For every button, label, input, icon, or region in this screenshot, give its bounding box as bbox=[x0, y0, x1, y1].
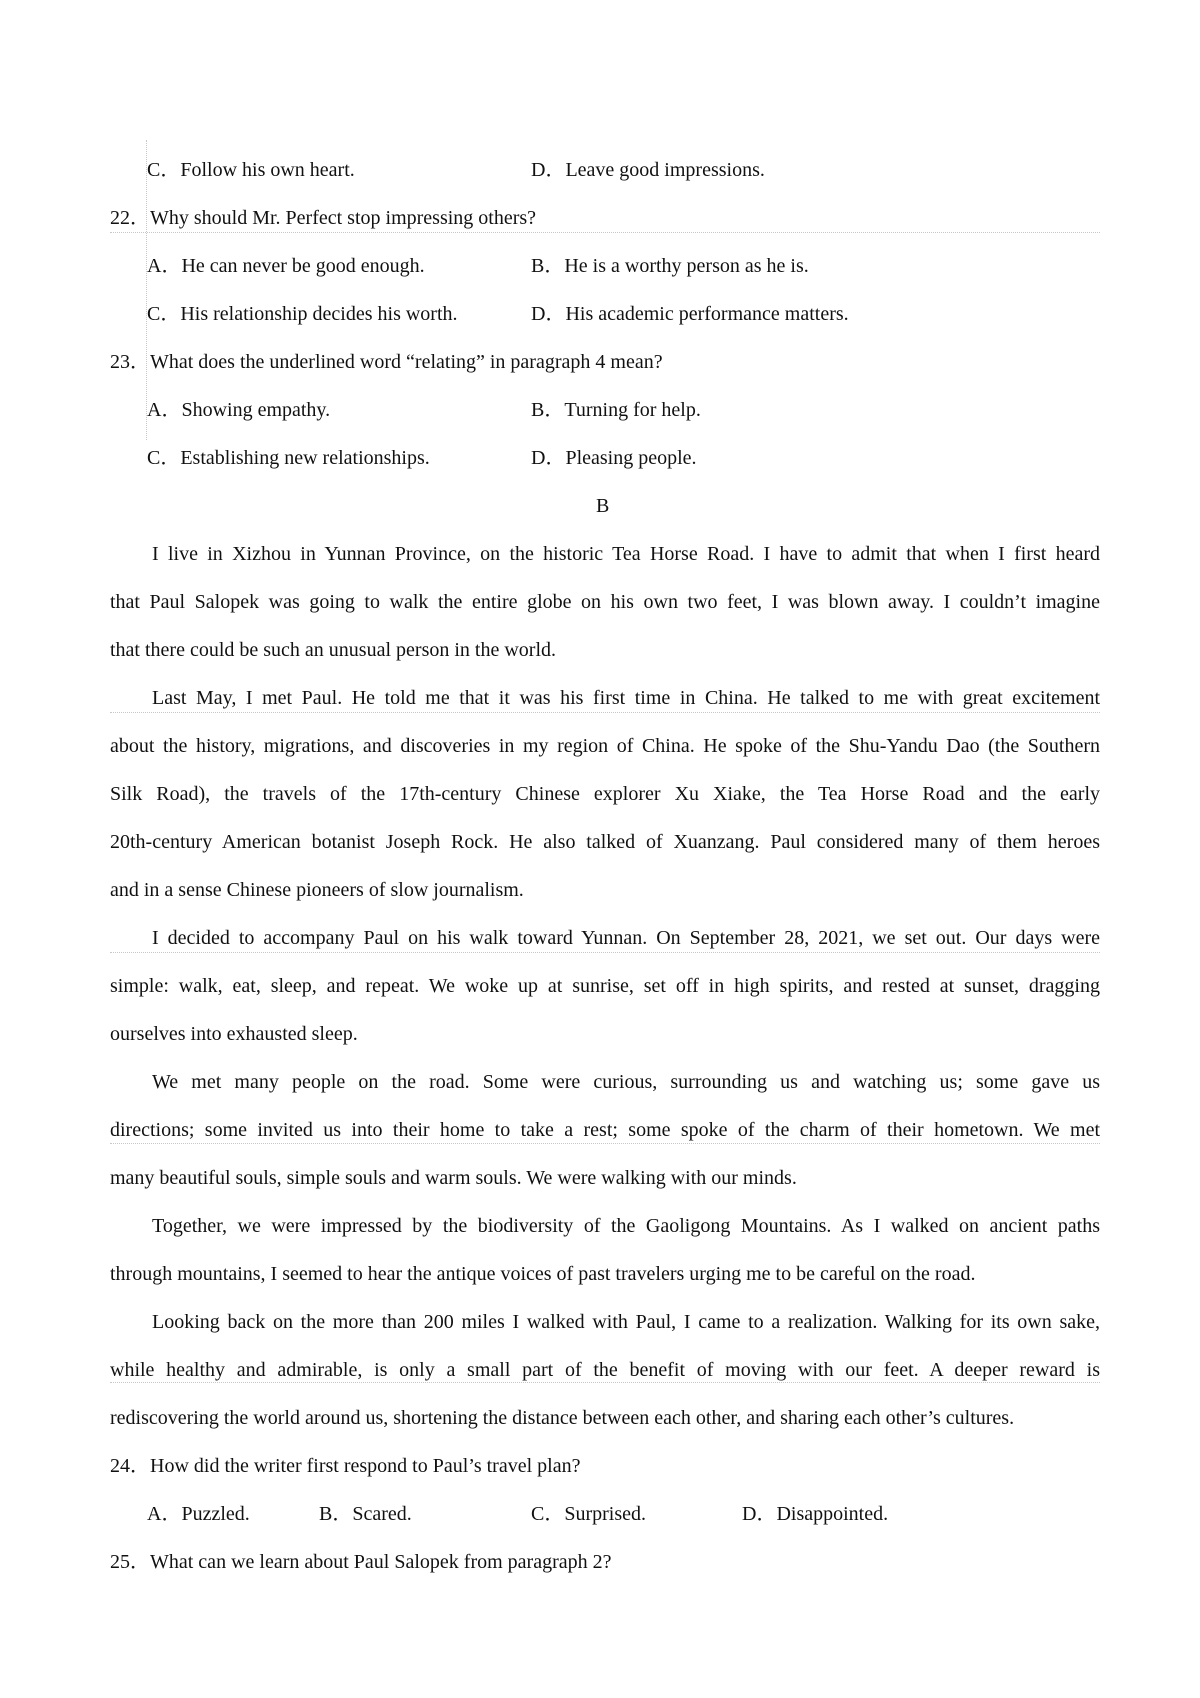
q23-stem: 23．What does the underlined word “relating” in paragraph 4 mean? bbox=[110, 351, 663, 373]
q22-stem: 22．Why should Mr. Perfect stop impressing others? bbox=[110, 207, 537, 229]
section-heading: B bbox=[596, 495, 610, 517]
paragraph-2-line-1: Last May, I met Paul. He told me that it was his first time in China. He talked to me with great excitement bbox=[152, 687, 1100, 709]
rule-guide bbox=[110, 712, 1100, 713]
rule-guide bbox=[110, 232, 1100, 233]
paragraph-2-line-4: 20th-century American botanist Joseph Rock. He also talked of Xuanzang. Paul considered many of them heroes bbox=[110, 831, 1100, 853]
paragraph-3-line-1: I decided to accompany Paul on his walk toward Yunnan. On September 28, 2021, we set out. Our days were bbox=[152, 927, 1100, 949]
paragraph-6-line-2: while healthy and admirable, is only a small part of the benefit of moving with our feet. A deeper reward is bbox=[110, 1359, 1100, 1381]
q24-stem: 24．How did the writer first respond to Paul’s travel plan? bbox=[110, 1455, 581, 1477]
paragraph-5-line-2: through mountains, I seemed to hear the antique voices of past travelers urging me to be careful on the road. bbox=[110, 1263, 976, 1285]
q23-option-c: C．Establishing new relationships. bbox=[147, 447, 430, 469]
q23-option-b: B．Turning for help. bbox=[531, 399, 701, 421]
q22-option-b: B．He is a worthy person as he is. bbox=[531, 255, 809, 277]
paragraph-1-line-3: that there could be such an unusual person in the world. bbox=[110, 639, 556, 661]
paragraph-5-line-1: Together, we were impressed by the biodiversity of the Gaoligong Mountains. As I walked on ancient paths bbox=[152, 1215, 1100, 1237]
q24-option-c: C．Surprised. bbox=[531, 1503, 646, 1525]
q23-option-d: D．Pleasing people. bbox=[531, 447, 697, 469]
rule-guide bbox=[110, 1382, 1100, 1383]
q22-option-d: D．His academic performance matters. bbox=[531, 303, 849, 325]
paragraph-2-line-5: and in a sense Chinese pioneers of slow journalism. bbox=[110, 879, 524, 901]
paragraph-6-line-1: Looking back on the more than 200 miles I walked with Paul, I came to a realization. Walking for its own sake, bbox=[152, 1311, 1100, 1333]
paragraph-4-line-3: many beautiful souls, simple souls and warm souls. We were walking with our minds. bbox=[110, 1167, 797, 1189]
rule-guide bbox=[110, 952, 1100, 953]
paragraph-2-line-3: Silk Road), the travels of the 17th-century Chinese explorer Xu Xiake, the Tea Horse Road and the early bbox=[110, 783, 1100, 805]
q24-option-a: A．Puzzled. bbox=[147, 1503, 250, 1525]
q25-stem: 25．What can we learn about Paul Salopek from paragraph 2? bbox=[110, 1551, 612, 1573]
paragraph-3-line-3: ourselves into exhausted sleep. bbox=[110, 1023, 358, 1045]
paragraph-3-line-2: simple: walk, eat, sleep, and repeat. We woke up at sunrise, set off in high spirits, and rested at sunset, dragging bbox=[110, 975, 1100, 997]
paragraph-6-line-3: rediscovering the world around us, shortening the distance between each other, and sharing each other’s cultures. bbox=[110, 1407, 1015, 1429]
q22-option-c: C．His relationship decides his worth. bbox=[147, 303, 458, 325]
paragraph-2-line-2: about the history, migrations, and discoveries in my region of China. He spoke of the Shu-Yandu Dao (the Southern bbox=[110, 735, 1100, 757]
q21-option-c: C．Follow his own heart. bbox=[147, 159, 355, 181]
paragraph-4-line-2: directions; some invited us into their home to take a rest; some spoke of the charm of their hometown. We met bbox=[110, 1119, 1100, 1141]
rule-guide bbox=[110, 1143, 1100, 1144]
q24-option-b: B．Scared. bbox=[319, 1503, 412, 1525]
q24-option-d: D．Disappointed. bbox=[742, 1503, 889, 1525]
q23-option-a: A．Showing empathy. bbox=[147, 399, 331, 421]
paragraph-4-line-1: We met many people on the road. Some were curious, surrounding us and watching us; some gave us bbox=[152, 1071, 1100, 1093]
paragraph-1-line-1: I live in Xizhou in Yunnan Province, on the historic Tea Horse Road. I have to admit that when I first heard bbox=[152, 543, 1100, 565]
q22-option-a: A．He can never be good enough. bbox=[147, 255, 425, 277]
paragraph-1-line-2: that Paul Salopek was going to walk the entire globe on his own two feet, I was blown away. I couldn’t imagine bbox=[110, 591, 1100, 613]
margin-guide bbox=[146, 140, 147, 440]
q21-option-d: D．Leave good impressions. bbox=[531, 159, 765, 181]
